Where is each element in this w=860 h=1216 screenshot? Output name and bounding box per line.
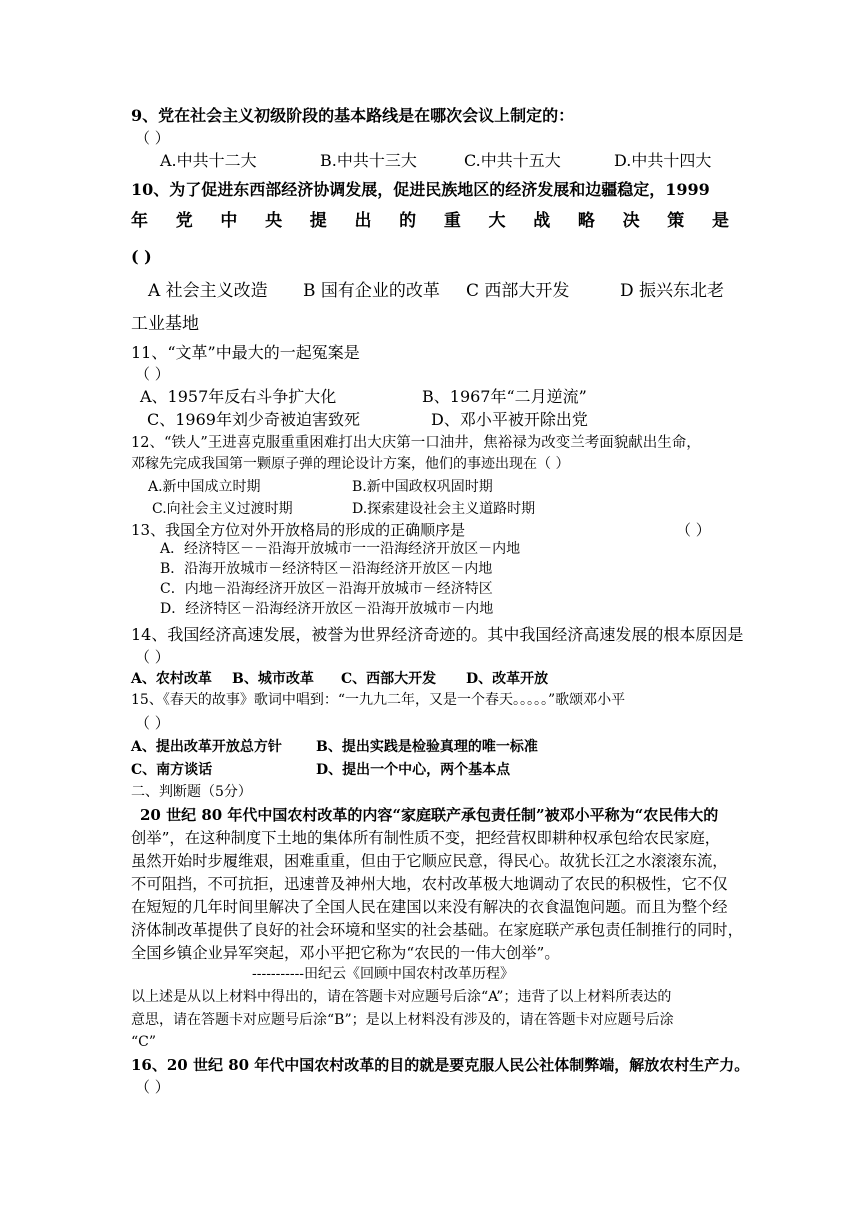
q9-stem: 9、党在社会主义初级阶段的基本路线是在哪次会议上制定的：	[131, 106, 575, 125]
q14-option-b: B、城市改革	[232, 671, 314, 687]
q15-option-c: C、南方谈话	[131, 762, 213, 778]
q13-option-d: D．经济特区－沿海经济开放区－沿海开放城市－内地	[160, 601, 494, 617]
q10-char: 战	[533, 211, 551, 231]
q10-char: 大	[488, 211, 506, 231]
q13-stem: 13、我国全方位对外开放格局的形成的正确顺序是	[131, 521, 466, 539]
passage-line: 虽然开始时步履维艰，困难重重，但由于它顺应民意，得民心。故犹长江之水滚滚东流，	[131, 852, 728, 870]
q9-option-b: B.中共十三大	[320, 151, 417, 170]
q11-option-c: C、1969年刘少奇被迫害致死	[147, 410, 360, 429]
instruction-line: “C”	[131, 1034, 157, 1050]
q14-option-a: A、农村改革	[131, 671, 212, 687]
q14-option-c: C、西部大开发	[341, 671, 437, 687]
q10-option-a: A 社会主义改造	[148, 281, 268, 301]
q16-paren: （ ）	[135, 1078, 170, 1096]
q10-char: 出	[354, 211, 372, 231]
q10-char: 决	[622, 211, 640, 231]
instruction-line: 以上述是从以上材料中得出的，请在答题卡对应题号后涂“A”；违背了以上材料所表达的	[131, 989, 672, 1005]
q11-paren: （ ）	[135, 365, 170, 383]
q10-char: 央	[265, 211, 283, 231]
q12-stem-line1: 12、“铁人”王进喜克服重重困难打出大庆第一口油井，焦裕禄为改变兰考面貌献出生命，	[131, 435, 701, 451]
q10-char: 中	[220, 211, 238, 231]
q10-char: 略	[577, 211, 595, 231]
q10-char: 策	[667, 211, 685, 231]
passage-line: 20 世纪 80 年代中国农村改革的内容“家庭联产承包责任制”被邓小平称为“农民伟大的	[140, 806, 719, 824]
q10-option-d: D 振兴东北老	[620, 281, 725, 301]
q9-option-a: A.中共十二大	[160, 151, 257, 170]
q12-option-d: D.探索建设社会主义道路时期	[352, 501, 536, 517]
q9-paren: （ ）	[135, 129, 170, 147]
passage-source: -----------田纪云《回顾中国农村改革历程》	[252, 966, 515, 982]
q9-option-d: D.中共十四大	[614, 151, 712, 170]
passage-line: 在短短的几年时间里解决了全国人民在建国以来没有解决的衣食温饱问题。而且为整个经	[131, 898, 728, 916]
q12-option-a: A.新中国成立时期	[148, 479, 261, 495]
q11-option-d: D、邓小平被开除出党	[431, 410, 588, 429]
q13-option-a: A．经济特区－－沿海开放城市一一沿海经济开放区－内地	[160, 541, 521, 557]
q10-char: 党	[175, 211, 193, 231]
instruction-line: 意思，请在答题卡对应题号后涂“B”；是以上材料没有涉及的，请在答题卡对应题号后涂	[131, 1012, 674, 1028]
q10-option-c: C 西部大开发	[466, 281, 570, 301]
q15-stem: 15、《春天的故事》歌词中唱到：“一九九二年，又是一个春天。。。。。”歌颂邓小平	[131, 692, 626, 708]
passage-line: 创举”，在这种制度下土地的集体所有制性质不变，把经营权即耕种权承包给农民家庭，	[131, 829, 721, 847]
q16-stem: 16、20 世纪 80 年代中国农村改革的目的就是要克服人民公社体制弊端，解放农村生产力。	[131, 1056, 750, 1074]
q10-stem-line1: 10、为了促进东西部经济协调发展，促进民族地区的经济发展和边疆稳定，1999	[131, 180, 710, 199]
q10-option-d-cont: 工业基地	[131, 314, 199, 334]
q13-option-c: C．内地－沿海经济开放区－沿海开放城市－经济特区	[160, 581, 493, 597]
q10-stem-line2	[131, 211, 729, 232]
q15-option-a: A、提出改革开放总方针	[131, 739, 282, 755]
q10-char: 提	[309, 211, 327, 231]
q11-stem: 11、“文革”中最大的一起冤案是	[131, 343, 360, 362]
q12-stem-line2: 邓稼先完成我国第一颗原子弹的理论设计方案，他们的事迹出现在（ ）	[131, 456, 570, 472]
section2-heading: 二、判断题（5分）	[131, 784, 252, 800]
q10-char: 重	[443, 211, 461, 231]
q10-char: 年	[131, 211, 148, 231]
passage-line: 济体制改革提供了良好的社会环境和坚实的社会基础。在家庭联产承包责任制推行的同时，	[131, 921, 743, 939]
q14-paren: （ ）	[135, 648, 170, 666]
q11-option-a: A、1957年反右斗争扩大化	[140, 387, 337, 406]
passage-line: 全国乡镇企业异军突起，邓小平把它称为“农民的一伟大创举”。	[131, 944, 560, 962]
q10-paren: ( )	[131, 247, 152, 266]
q14-stem: 14、我国经济高速发展，被誉为世界经济奇迹的。其中我国经济高速发展的根本原因是	[131, 625, 744, 644]
q14-option-d: D、改革开放	[466, 671, 549, 687]
passage-line: 不可阻挡，不可抗拒，迅速普及神州大地，农村改革极大地调动了农民的积极性，它不仅	[131, 875, 728, 893]
q13-paren: （ ）	[676, 521, 711, 539]
q12-option-c: C.向社会主义过渡时期	[152, 501, 293, 517]
q9-option-c: C.中共十五大	[464, 151, 561, 170]
q10-option-b: B 国有企业的改革	[303, 281, 440, 301]
q13-option-b: B．沿海开放城市－经济特区－沿海经济开放区－内地	[160, 561, 493, 577]
q10-char: 的	[399, 211, 417, 231]
q15-paren: （ ）	[135, 714, 170, 732]
q15-option-b: B、提出实践是检验真理的唯一标准	[316, 739, 538, 755]
q12-option-b: B.新中国政权巩固时期	[352, 479, 493, 495]
q11-option-b: B、1967年“二月逆流”	[422, 387, 587, 406]
q10-char: 是	[711, 211, 729, 231]
q15-option-d: D、提出一个中心，两个基本点	[316, 762, 511, 778]
